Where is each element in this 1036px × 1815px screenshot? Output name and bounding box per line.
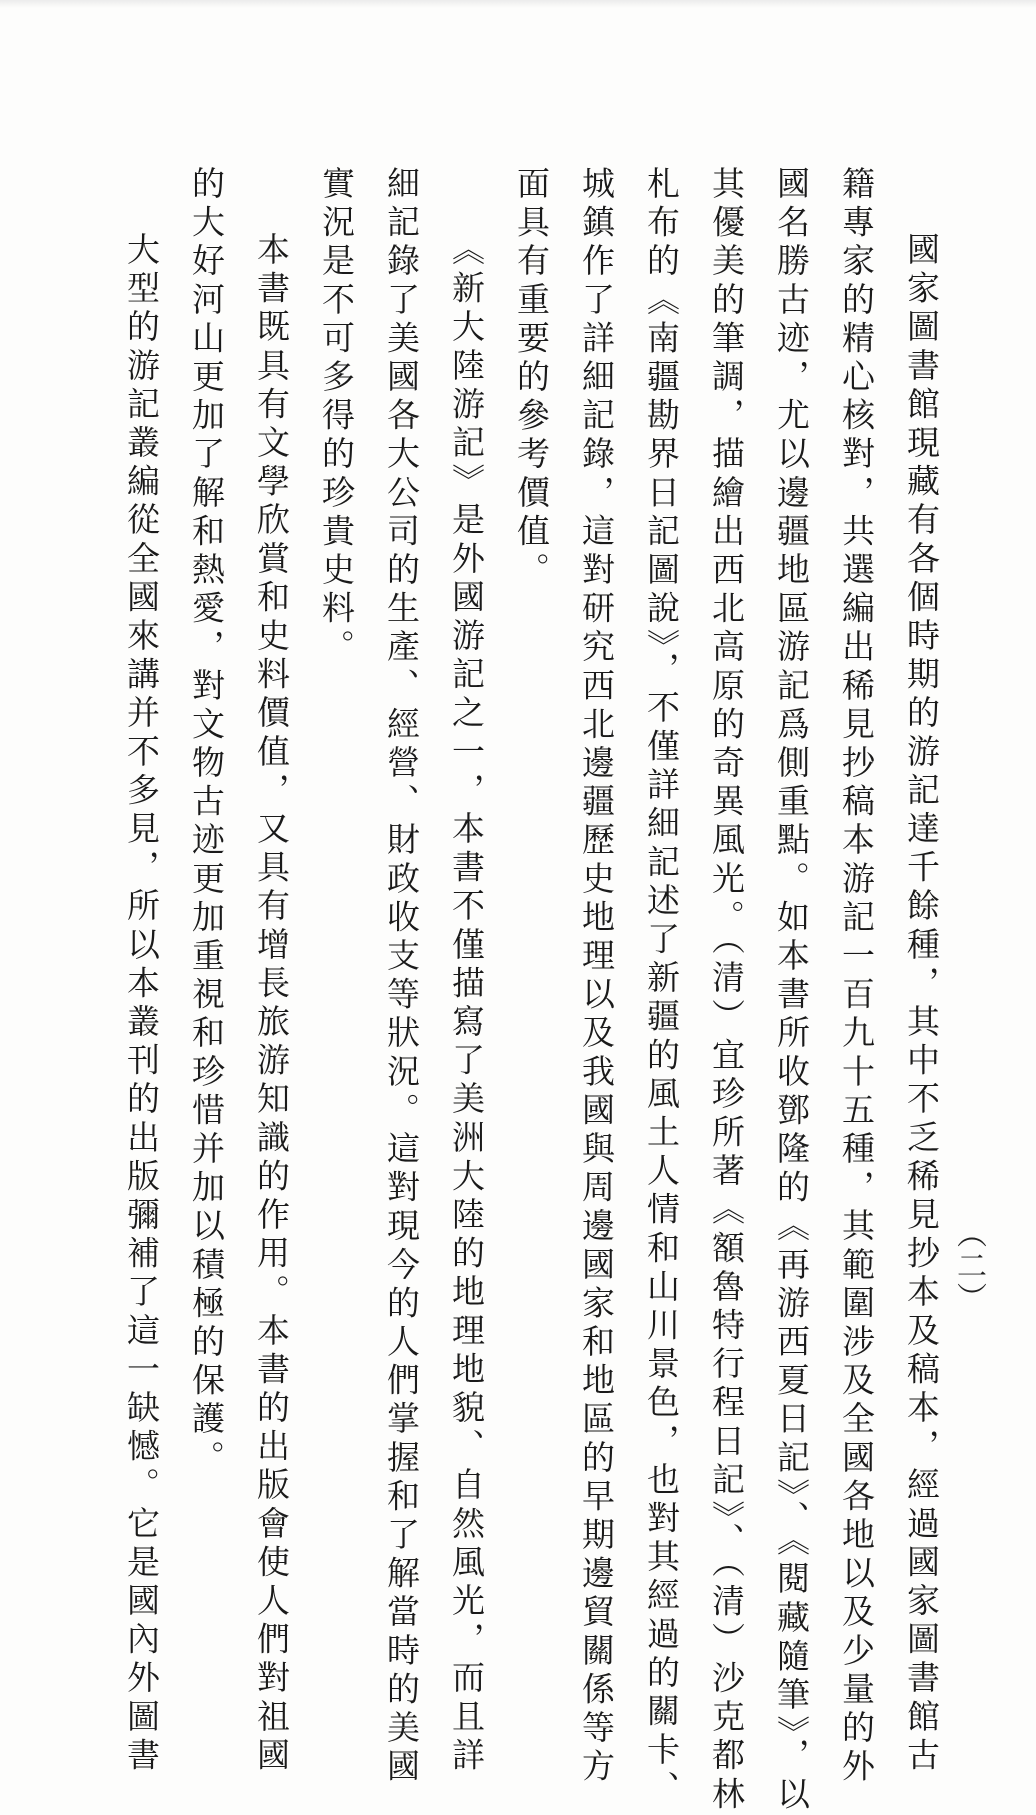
text-column-5: 札布的《南疆勘界日記圖說》，不僅詳細記述了新疆的風土人情和山川景色，也對其經過的關卡、 [642, 166, 681, 1810]
page-number: （二） [951, 1218, 986, 1314]
text-column-6: 城鎮作了詳細記錄，這對研究西北邊疆歷史地理以及我國與周邊國家和地區的早期邊貿關係等方 [577, 166, 616, 1788]
text-column-13: 大型的游記叢編從全國來講并不多見，所以本叢刊的出版彌補了這一缺憾。它是國內外圖書 [122, 232, 161, 1776]
text-column-4: 其優美的筆調，描繪出西北高原的奇異風光。（清）宜珍所著《額魯特行程日記》、（清）沙克都林 [707, 166, 746, 1815]
text-column-1: 國家圖書館現藏有各個時期的游記達千餘種，其中不乏稀見抄本及稿本，經過國家圖書館古 [902, 232, 941, 1776]
text-column-2: 籍專家的精心核對，共選編出稀見抄稿本游記一百九十五種，其範圍涉及全國各地以及少量的外 [837, 166, 876, 1788]
scan-edge-shading [0, 0, 1036, 8]
text-column-9: 細記錄了美國各大公司的生產、經營、財政收支等狀況。這對現今的人們掌握和了解當時的美國 [382, 166, 421, 1788]
text-column-8: 《新大陸游記》是外國游記之一，本書不僅描寫了美洲大陸的地理地貌、自然風光，而且詳 [447, 232, 486, 1776]
text-column-3: 國名勝古迹，尤以邊疆地區游記爲側重點。如本書所收鄧隆的《再游西夏日記》、《閱藏隨筆》，以 [772, 166, 811, 1815]
text-column-7: 面具有重要的參考價值。 [512, 166, 551, 591]
text-column-11: 本書既具有文學欣賞和史料價值，又具有增長旅游知識的作用。本書的出版會使人們對祖國 [252, 232, 291, 1776]
text-column-10: 實況是不可多得的珍貴史料。 [317, 166, 356, 668]
text-column-12: 的大好河山更加了解和熱愛，對文物古迹更加重視和珍惜并加以積極的保護。 [187, 166, 226, 1479]
